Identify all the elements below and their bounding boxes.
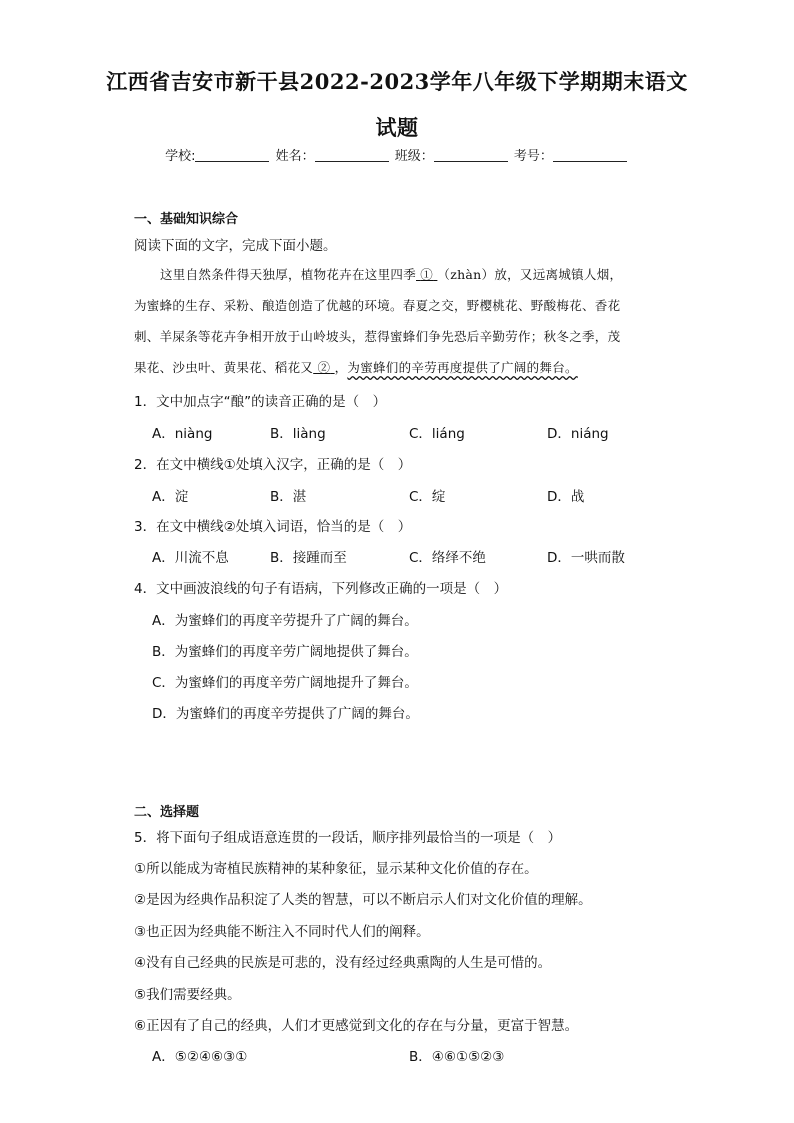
q1-option-a[interactable]: A．niàng — [152, 426, 213, 442]
q2-option-c[interactable]: C．绽 — [409, 489, 446, 505]
q5-option-a[interactable]: A．⑤②④⑥③① — [152, 1049, 248, 1065]
q5-sentence-6: ⑥正因有了自己的经典，人们才更感觉到文化的存在与分量，更富于智慧。 — [134, 1018, 579, 1034]
exam-no-field[interactable] — [553, 147, 627, 162]
q2-option-a[interactable]: A．淀 — [152, 489, 189, 505]
question-4-stem: 4．文中画波浪线的句子有语病，下列修改正确的一项是（ ） — [134, 581, 508, 597]
name-field[interactable] — [315, 147, 389, 162]
school-field[interactable] — [195, 147, 269, 162]
exam-no-label: 考号： — [513, 149, 553, 164]
passage-line-1: 这里自然条件得天独厚，植物花卉在这里四季 ① （zhàn）放，又远离城镇人烟， — [160, 267, 623, 282]
name-label: 姓名： — [275, 149, 315, 164]
q1-option-c[interactable]: C．liáng — [409, 426, 465, 442]
q4-option-a[interactable]: A．为蜜蜂们的再度辛劳提升了广阔的舞台。 — [152, 613, 418, 629]
q1-option-d[interactable]: D．niáng — [547, 426, 609, 442]
blank-1: ① — [420, 267, 434, 282]
q3-option-c[interactable]: C．络绎不绝 — [409, 550, 486, 566]
q5-sentence-2: ②是因为经典作品积淀了人类的智慧，可以不断启示人们对文化价值的理解。 — [134, 892, 592, 908]
student-info-row — [0, 145, 794, 164]
q4-option-b[interactable]: B．为蜜蜂们的再度辛劳广阔地提供了舞台。 — [152, 644, 418, 660]
q1-option-b[interactable]: B．liàng — [270, 426, 326, 442]
blank-2: ② — [317, 360, 331, 375]
page-title-line1: 江西省吉安市新干县2022-2023学年八年级下学期期末语文 — [106, 69, 688, 94]
section2-heading: 二、选择题 — [134, 805, 200, 820]
question-2-stem: 2．在文中横线①处填入汉字，正确的是（ ） — [134, 457, 412, 473]
q5-sentence-1: ①所以能成为寄植民族精神的某种象征，显示某种文化价值的存在。 — [134, 861, 538, 877]
section1-instruction: 阅读下面的文字，完成下面小题。 — [134, 238, 337, 254]
wavy-sentence: 为蜜蜂们的辛劳再度提供了广阔的舞台。 — [347, 360, 578, 375]
question-3-stem: 3．在文中横线②处填入词语，恰当的是（ ） — [134, 519, 412, 535]
school-label: 学校: — [165, 149, 196, 164]
class-field[interactable] — [434, 147, 508, 162]
page-title-line2: 试题 — [375, 115, 419, 140]
class-label: 班级： — [394, 149, 434, 164]
q3-option-b[interactable]: B．接踵而至 — [270, 550, 347, 566]
q5-option-b[interactable]: B．④⑥①⑤②③ — [409, 1049, 505, 1065]
q2-option-d[interactable]: D．战 — [547, 489, 585, 505]
question-1-stem: 1．文中加点字“酿”的读音正确的是（ ） — [134, 394, 387, 410]
q4-option-d[interactable]: D．为蜜蜂们的再度辛劳提供了广阔的舞台。 — [152, 706, 419, 722]
q5-sentence-3: ③也正因为经典能不断注入不同时代人们的阐释。 — [134, 924, 430, 940]
q4-option-c[interactable]: C．为蜜蜂们的再度辛劳广阔地提升了舞台。 — [152, 675, 418, 691]
q3-option-d[interactable]: D．一哄而散 — [547, 550, 625, 566]
q2-option-b[interactable]: B．湛 — [270, 489, 307, 505]
passage-line-3: 刺、羊屎条等花卉争相开放于山岭坡头，惹得蜜蜂们争先恐后辛勤劳作；秋冬之季，茂 — [134, 329, 621, 344]
q3-option-a[interactable]: A．川流不息 — [152, 550, 229, 566]
section1-heading: 一、基础知识综合 — [134, 212, 239, 227]
q5-sentence-5: ⑤我们需要经典。 — [134, 987, 241, 1003]
passage-line-2: 为蜜蜂的生存、采粉、酿造创造了优越的环境。春夏之交，野樱桃花、野酸梅花、香花 — [134, 298, 621, 313]
question-5-stem: 5．将下面句子组成语意连贯的一段话，顺序排列最恰当的一项是（ ） — [134, 830, 562, 846]
passage-line-4: 果花、沙虫叶、黄果花、稻花又 ② ，为蜜蜂们的辛劳再度提供了广阔的舞台。 — [134, 360, 578, 375]
q5-sentence-4: ④没有自己经典的民族是可悲的，没有经过经典熏陶的人生是可惜的。 — [134, 955, 552, 971]
